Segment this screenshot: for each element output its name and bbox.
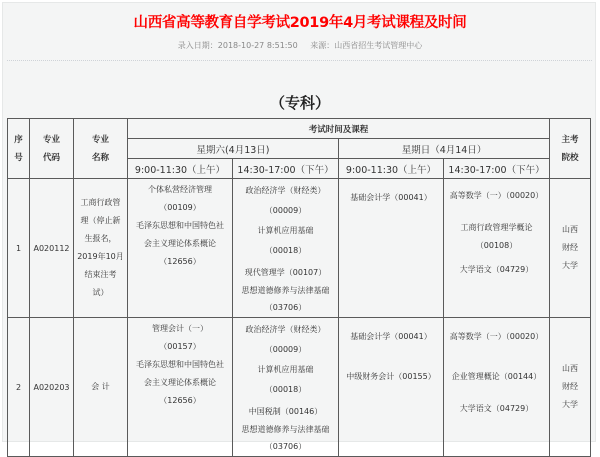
name-line: 工商行政管 — [80, 198, 121, 207]
course-line: （00108） — [475, 241, 518, 250]
exam-schedule-table — [7, 118, 591, 457]
course-line: 大学语文（04729） — [459, 265, 534, 274]
course-line: 毛泽东思想和中国特色社 — [136, 360, 224, 369]
course-line: 基础会计学（00041） — [350, 332, 432, 341]
course-line: 企业管理概论（00144） — [451, 372, 542, 381]
cell-sun-pm — [444, 318, 550, 457]
table-row — [8, 179, 591, 318]
cell-seq: 1 — [8, 179, 30, 318]
cell-sat-am — [128, 179, 233, 318]
course-line: 中国税制（00146） — [248, 407, 323, 416]
course-line: 基础会计学（00041） — [350, 193, 432, 202]
course-line: 中级财务会计（00155） — [346, 372, 436, 381]
cell-sun-am — [339, 318, 444, 457]
course-line: 会主义理论体系概论 — [144, 378, 216, 387]
header-seq — [8, 119, 30, 179]
course-line: 高等数学（一）（00020） — [449, 332, 544, 341]
course-line: （12656） — [159, 396, 201, 405]
section-title: （专科） — [269, 94, 330, 112]
course-line: 会主义理论体系概论 — [144, 239, 216, 248]
course-line: （03706） — [264, 442, 307, 451]
school-line: 山西 — [562, 364, 579, 373]
course-line: 计算机应用基础 — [257, 365, 314, 374]
cell-major-name — [74, 318, 128, 457]
header-exam-group: 考试时间及课程 — [128, 119, 550, 139]
course-line: 个体私营经济管理 — [148, 185, 212, 194]
course-line: 毛泽东思想和中国特色社 — [136, 221, 224, 230]
header-seq-line: 序 — [14, 134, 23, 145]
name-line: 会 计 — [91, 382, 110, 391]
cell-code: A020112 — [30, 179, 74, 318]
cell-sun-am — [339, 179, 444, 318]
course-line: （00009） — [264, 206, 307, 215]
course-line: （00009） — [264, 345, 307, 354]
cell-sun-pm — [444, 179, 550, 318]
course-line: 思想道德修养与法律基础 — [241, 286, 330, 295]
cell-major-name — [74, 179, 128, 318]
name-line: 理（停止新 — [80, 216, 121, 225]
school-line: 山西 — [562, 225, 579, 234]
title-divider — [7, 60, 592, 61]
school-line: 财经 — [562, 243, 579, 252]
header-day-sunday: 星期日（4月14日） — [339, 139, 550, 159]
cell-sat-pm — [233, 179, 339, 318]
course-line: 高等数学（一）（00020） — [449, 191, 544, 200]
course-line: （00157） — [159, 342, 201, 351]
school-line: 大学 — [562, 261, 579, 270]
course-line: 大学语文（04729） — [459, 404, 534, 413]
name-line: 2019年10月 — [77, 252, 124, 261]
cell-sat-pm — [233, 318, 339, 457]
course-line: （12656） — [159, 257, 201, 266]
cell-sat-am — [128, 318, 233, 457]
course-line: 政治经济学（财经类） — [245, 325, 326, 334]
header-slot-sat-pm: 14:30-17:00（下午） — [233, 159, 339, 179]
name-line: 试） — [92, 288, 109, 297]
article-title: 山西省高等教育自学考试2019年4月考试课程及时间 — [133, 15, 467, 31]
table-row — [8, 318, 591, 457]
school-line: 大学 — [562, 400, 579, 409]
header-slot-sun-pm: 14:30-17:00（下午） — [444, 159, 550, 179]
header-name-line: 名称 — [91, 152, 109, 163]
cell-school — [550, 318, 591, 457]
course-line: 政治经济学（财经类） — [245, 186, 326, 195]
header-seq-line: 号 — [14, 152, 23, 163]
header-name — [74, 119, 128, 179]
course-line: 管理会计（一） — [152, 324, 208, 333]
cell-seq: 2 — [8, 318, 30, 457]
course-line: 现代管理学（00107） — [244, 268, 327, 277]
course-line: （00109） — [159, 203, 201, 212]
name-line: 生报名， — [84, 234, 117, 243]
header-code — [30, 119, 74, 179]
header-code-line: 专业 — [42, 134, 60, 145]
header-name-line: 专业 — [91, 134, 109, 145]
cell-school — [550, 179, 591, 318]
header-slot-sat-am: 9:00-11:30（上午） — [128, 159, 233, 179]
article-meta — [0, 40, 600, 51]
entry-date: 录入日期：2018-10-27 8:51:50 — [177, 41, 298, 50]
school-line: 财经 — [562, 382, 579, 391]
header-school-line: 院校 — [561, 152, 579, 163]
header-slot-sun-am: 9:00-11:30（上午） — [339, 159, 444, 179]
course-line: 计算机应用基础 — [257, 226, 314, 235]
header-code-line: 代码 — [42, 152, 60, 163]
course-line: （00018） — [264, 385, 307, 394]
course-line: （00018） — [264, 246, 307, 255]
source: 来源：山西省招生考试管理中心 — [310, 41, 423, 50]
header-day-saturday: 星期六(4月13日) — [128, 139, 339, 159]
course-line: 思想道德修养与法律基础 — [241, 425, 330, 434]
header-school — [550, 119, 591, 179]
header-school-line: 主考 — [561, 134, 579, 145]
cell-code: A020203 — [30, 318, 74, 457]
course-line: （03706） — [264, 303, 307, 312]
name-line: 结束注考 — [84, 270, 117, 279]
course-line: 工商行政管理学概论 — [460, 223, 533, 232]
